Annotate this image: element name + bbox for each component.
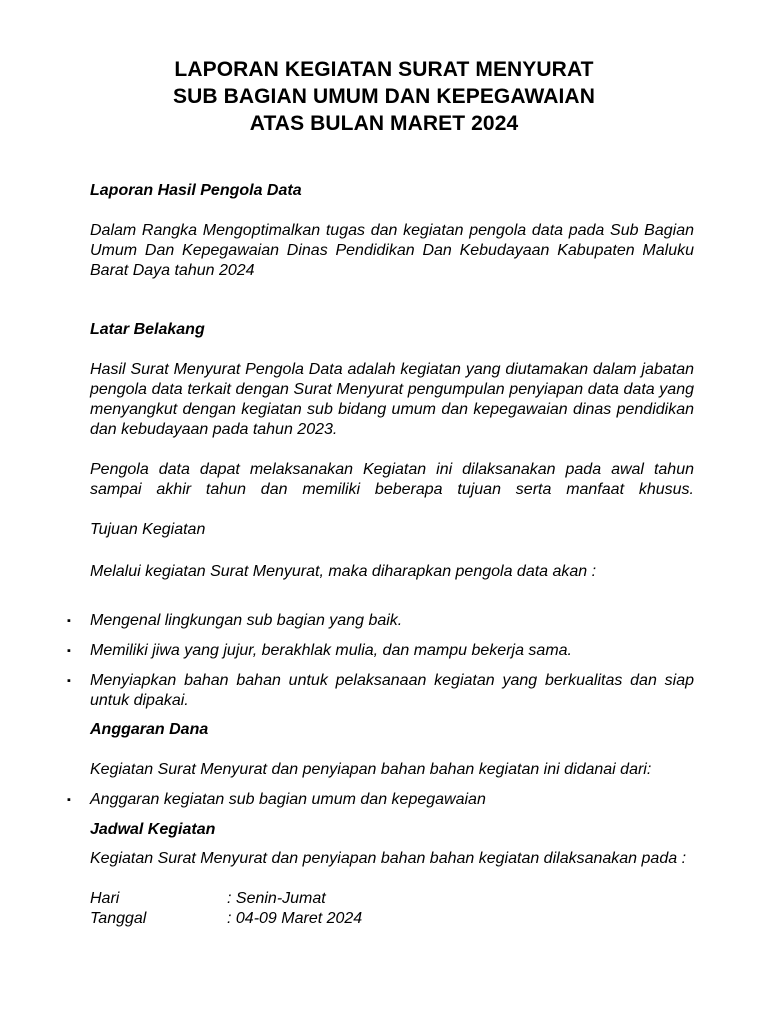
paragraph-jadwal: Kegiatan Surat Menyurat dan penyiapan bahan bahan kegiatan dilaksanakan pada : <box>90 850 687 867</box>
paragraph-anggaran: Kegiatan Surat Menyurat dan penyiapan bahan bahan kegiatan ini didanai dari: <box>90 761 652 778</box>
tanggal-label: Tanggal <box>90 910 147 927</box>
tujuan-kegiatan-label: Tujuan Kegiatan <box>90 521 206 538</box>
list-item: Menyiapkan bahan bahan untuk pelaksanaan kegiatan yang berkualitas dan siap untuk dipakai. <box>90 672 694 709</box>
hari-label: Hari <box>90 890 120 907</box>
list-item: Mengenal lingkungan sub bagian yang baik. <box>90 612 403 629</box>
title-line-2: SUB BAGIAN UMUM DAN KEPEGAWAIAN <box>173 85 595 108</box>
title-line-3: ATAS BULAN MARET 2024 <box>249 112 519 135</box>
list-item: Memiliki jiwa yang jujur, berakhlak mulia, dan mampu bekerja sama. <box>90 642 572 659</box>
document-title <box>0 56 768 137</box>
paragraph-latar-1: Hasil Surat Menyurat Pengola Data adalah kegiatan yang diutamakan dalam jabatan pengola data terkait dengan Surat Menyurat pengumpulan penyiapan data data yang menyangkut dengan kegiatan sub bidang umum dan kepegawaian dinas pendidikan dan kebudayaan pada tahun 2023. <box>90 361 694 438</box>
bullet-marker: ▪ <box>67 675 71 687</box>
heading-jadwal-kegiatan: Jadwal Kegiatan <box>90 821 216 838</box>
title-line-1: LAPORAN KEGIATAN SURAT MENYURAT <box>174 58 594 81</box>
heading-anggaran-dana: Anggaran Dana <box>90 721 209 738</box>
heading-latar-belakang: Latar Belakang <box>90 321 205 338</box>
hari-value: : Senin-Jumat <box>227 890 326 907</box>
heading-laporan: Laporan Hasil Pengola Data <box>90 182 302 199</box>
tujuan-intro: Melalui kegiatan Surat Menyurat, maka diharapkan pengola data akan : <box>90 563 597 580</box>
paragraph-laporan: Dalam Rangka Mengoptimalkan tugas dan kegiatan pengola data pada Sub Bagian Umum Dan Kepegawaian Dinas Pendidikan Dan Kebudayaan Kabupaten Maluku Barat Daya tahun 2024 <box>90 222 694 279</box>
bullet-marker: ▪ <box>67 615 71 627</box>
bullet-marker: ▪ <box>67 794 71 806</box>
list-item: Anggaran kegiatan sub bagian umum dan kepegawaian <box>90 791 486 808</box>
paragraph-latar-2: Pengola data dapat melaksanakan Kegiatan ini dilaksanakan pada awal tahun sampai akhir tahun dan memiliki beberapa tujuan serta manfaat khusus. <box>90 461 694 498</box>
tanggal-value: : 04-09 Maret 2024 <box>227 910 363 927</box>
bullet-marker: ▪ <box>67 645 71 657</box>
